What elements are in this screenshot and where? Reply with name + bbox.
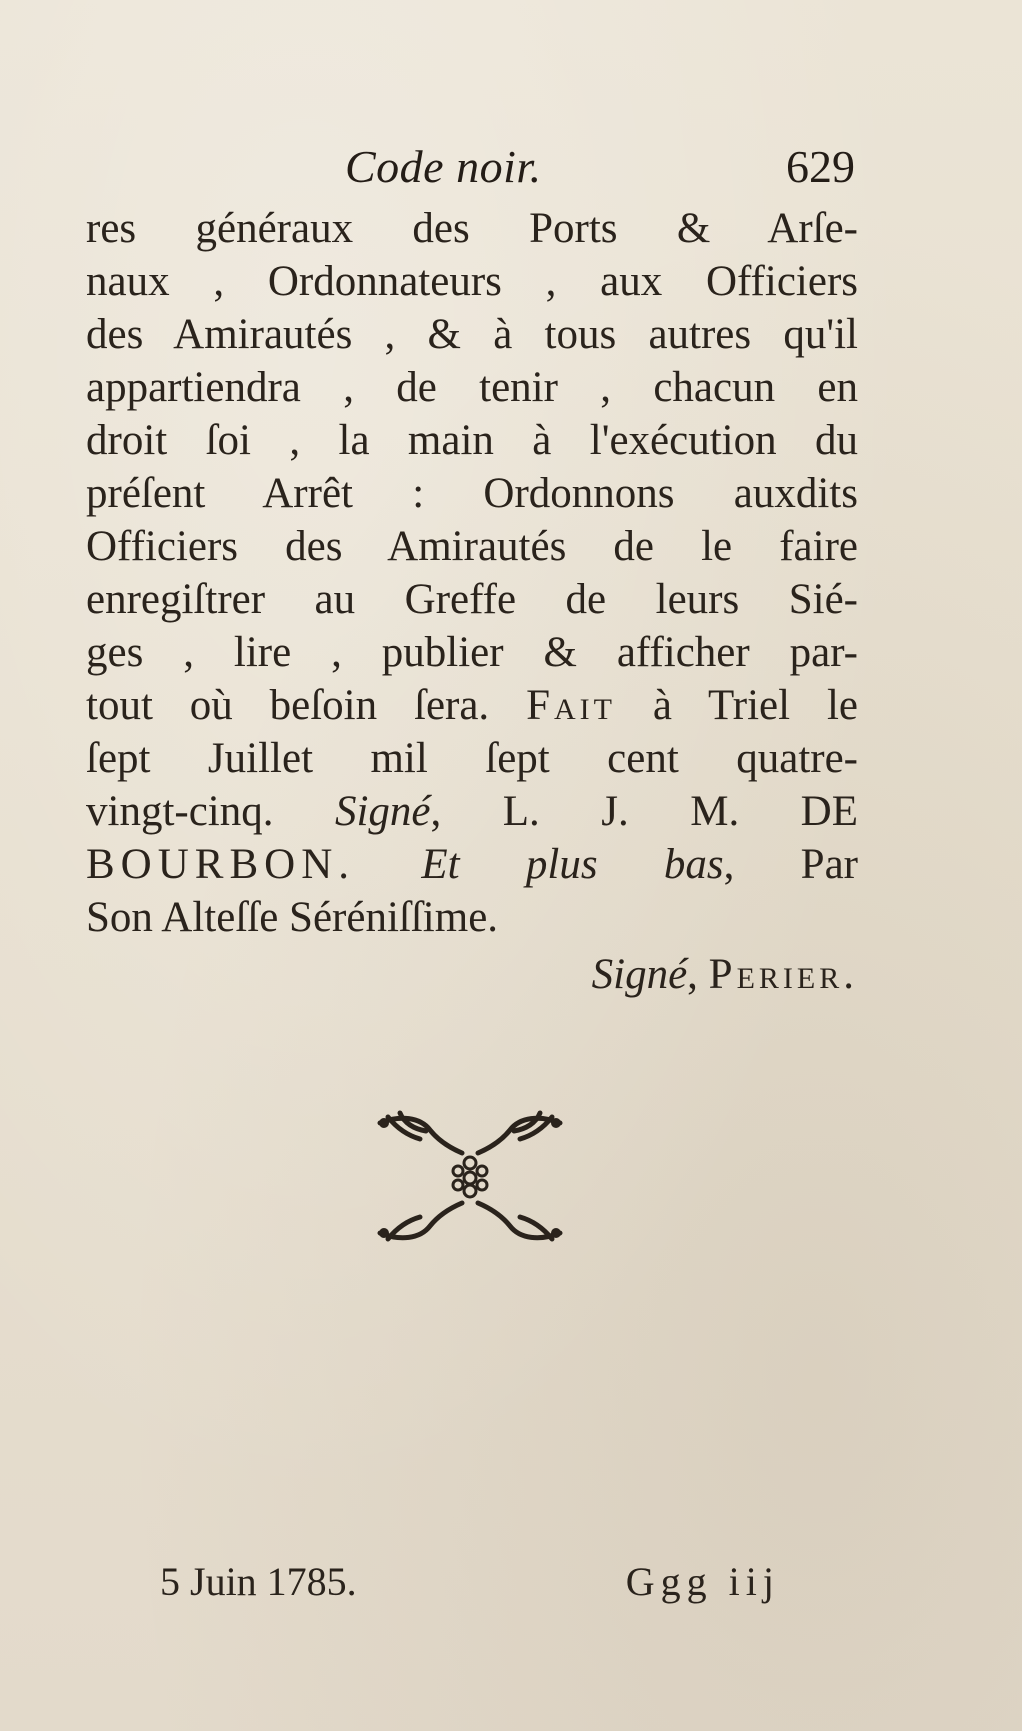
text-line: ſept Juillet mil ſept cent quatre- xyxy=(86,735,858,782)
body-text xyxy=(86,202,858,1001)
running-title: Code noir. xyxy=(345,141,542,192)
text-line xyxy=(86,785,858,838)
text-line: naux , Ordonnateurs , aux Officiers xyxy=(86,258,858,305)
running-head xyxy=(345,140,865,200)
signature-name: Perier. xyxy=(708,951,858,998)
text-line: droit ſoi , la main à l'exécution du xyxy=(86,417,858,464)
text-segment: vingt-cinq. xyxy=(86,788,274,835)
et-plus-bas: Et plus bas xyxy=(421,841,724,888)
text-segment: tout où beſoin ſera. xyxy=(86,682,490,729)
text-line: res généraux des Ports & Arſe- xyxy=(86,205,858,252)
signature-line: Signé, Perier. xyxy=(591,951,858,998)
signe-word: Signé xyxy=(591,951,688,998)
page-footer xyxy=(160,1558,800,1618)
page-number: 629 xyxy=(786,141,855,192)
fleuron-ornament-icon xyxy=(370,1105,570,1250)
text-segment: à Triel le xyxy=(652,682,858,729)
text-line: préſent Arrêt : Ordonnons auxdits xyxy=(86,470,858,517)
signatory-surname: BOURBON. xyxy=(86,841,356,888)
signature-mark: Ggg iij xyxy=(625,1559,780,1604)
signatory-name: , L. J. M. DE xyxy=(430,788,858,835)
text-line: enregiſtrer au Greffe de leurs Sié- xyxy=(86,576,858,623)
text-line: Officiers des Amirautés de le faire xyxy=(86,523,858,570)
fait-word: Fait xyxy=(526,682,616,729)
text-line: appartiendra , de tenir , chacun en xyxy=(86,364,858,411)
text-line: Son Alteſſe Séréniſſime. xyxy=(86,894,499,941)
text-line: ges , lire , publier & afficher par- xyxy=(86,629,858,676)
text-segment: , Par xyxy=(723,841,858,888)
text-line xyxy=(86,679,858,732)
text-line: des Amirautés , & à tous autres qu'il xyxy=(86,311,858,358)
text-line xyxy=(86,838,858,891)
footer-date: 5 Juin 1785. xyxy=(160,1559,357,1604)
signe-word: Signé xyxy=(334,788,431,835)
